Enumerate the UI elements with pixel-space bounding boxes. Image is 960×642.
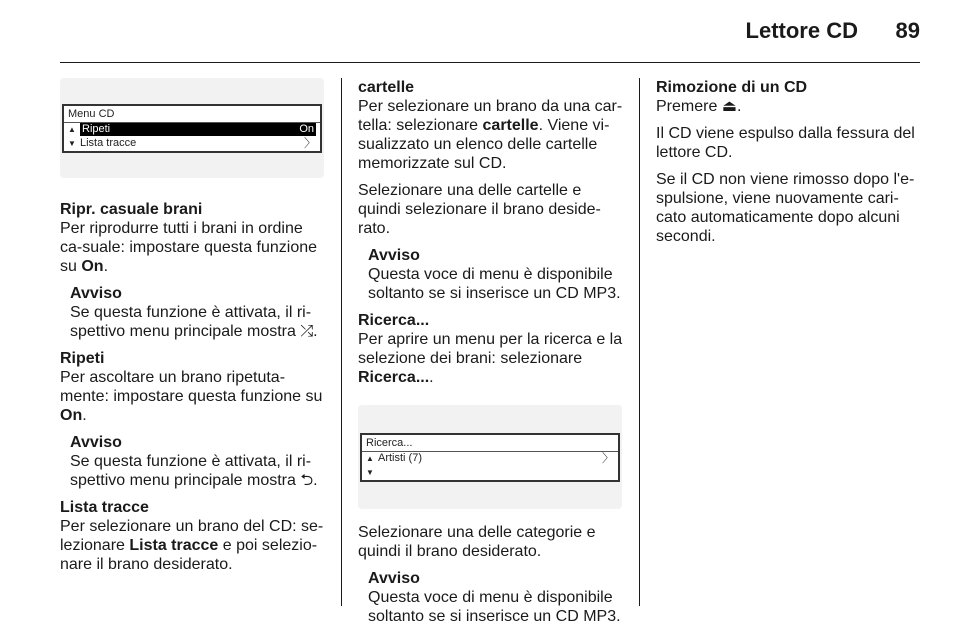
repeat-icon: ⮌	[300, 472, 314, 489]
note: Avviso Questa voce di menu è disponibile soltanto se si inserisce un CD MP3.	[368, 570, 621, 625]
note: Avviso Se questa funzione è attivata, il ri-spettivo menu principale mostra ⤮.	[70, 285, 318, 340]
arrow-up-icon: ▲	[68, 125, 76, 134]
column-3	[656, 78, 920, 254]
row-label: Lista tracce	[80, 137, 137, 149]
search-menu-screenshot	[358, 405, 622, 509]
cd-menu-screenshot	[60, 78, 324, 178]
row-label: Artisti (7)	[378, 452, 422, 464]
paragraph: Se il CD non viene rimosso dopo l'e-spulsione, viene nuovamente cari-cato automaticamente dopo alcuni secondi.	[656, 171, 915, 245]
row-label: Album (15)	[378, 466, 432, 479]
note: Avviso Questa voce di menu è disponibile soltanto se si inserisce un CD MP3.	[368, 247, 621, 302]
screen-row	[362, 452, 618, 466]
screen-title: Ricerca...	[362, 435, 618, 452]
section-eject: Rimozione di un CD Premere ⏏.	[656, 78, 920, 116]
section-title: Rimozione di un CD	[656, 79, 808, 96]
section-title: cartelle	[358, 79, 415, 96]
shuffle-icon: ⤮	[300, 323, 314, 340]
chevron-right-icon: 〉	[434, 464, 447, 479]
column-1	[60, 78, 328, 582]
page-number: 89	[895, 18, 920, 43]
paragraph: Selezionare una delle cartelle e quindi selezionare il brano deside-rato.	[358, 182, 601, 237]
section-title: Ripr. casuale brani	[60, 201, 203, 218]
screen-row	[64, 137, 320, 151]
arrow-down-icon: ▼	[68, 139, 76, 148]
section-title: Ripeti	[60, 350, 105, 367]
eject-icon: ⏏	[721, 98, 737, 115]
column-divider	[341, 78, 342, 606]
screen-title: Menu CD	[64, 106, 320, 123]
chapter-title: Lettore CD	[745, 18, 858, 43]
note: Avviso Se questa funzione è attivata, il ri-spettivo menu principale mostra ⮌.	[70, 434, 318, 489]
screen-row	[362, 466, 618, 480]
section-search: Ricerca... Per aprire un menu per la ricerca e la selezione dei brani: selezionare Ricerca....	[358, 312, 623, 386]
section-title: Ricerca...	[358, 312, 430, 329]
row-label: Ripeti	[82, 123, 111, 135]
section-folders: cartelle Per selezionare un brano da una car-tella: selezionare cartelle. Viene vi-sualizzato un elenco delle cartelle memorizzate sul CD.	[358, 79, 623, 172]
section-track-list: Lista tracce Per selezionare un brano del CD: se-lezionare Lista tracce e poi selezio-nare il brano desiderato.	[60, 498, 328, 574]
header-rule	[60, 62, 920, 63]
display-screen	[62, 104, 322, 153]
section-shuffle: Ripr. casuale brani Per riprodurre tutti i brani in ordine ca-suale: impostare questa funzione su On.	[60, 200, 328, 276]
screen-row	[64, 123, 320, 137]
paragraph: Il CD viene espulso dalla fessura del lettore CD.	[656, 125, 915, 161]
section-title: Lista tracce	[60, 499, 149, 516]
chevron-right-icon: 〉	[601, 451, 614, 465]
chevron-right-icon: 〉	[303, 136, 316, 150]
section-repeat: Ripeti Per ascoltare un brano ripetuta-mente: impostare questa funzione su On.	[60, 349, 328, 425]
arrow-up-icon: ▲	[366, 454, 374, 463]
arrow-down-icon: ▼	[366, 468, 374, 477]
display-screen	[360, 433, 620, 482]
paragraph: Selezionare una delle categorie e quindi il brano desiderato.	[358, 524, 596, 560]
row-value: On	[299, 123, 314, 135]
column-divider	[639, 78, 640, 606]
column-2	[358, 78, 624, 634]
